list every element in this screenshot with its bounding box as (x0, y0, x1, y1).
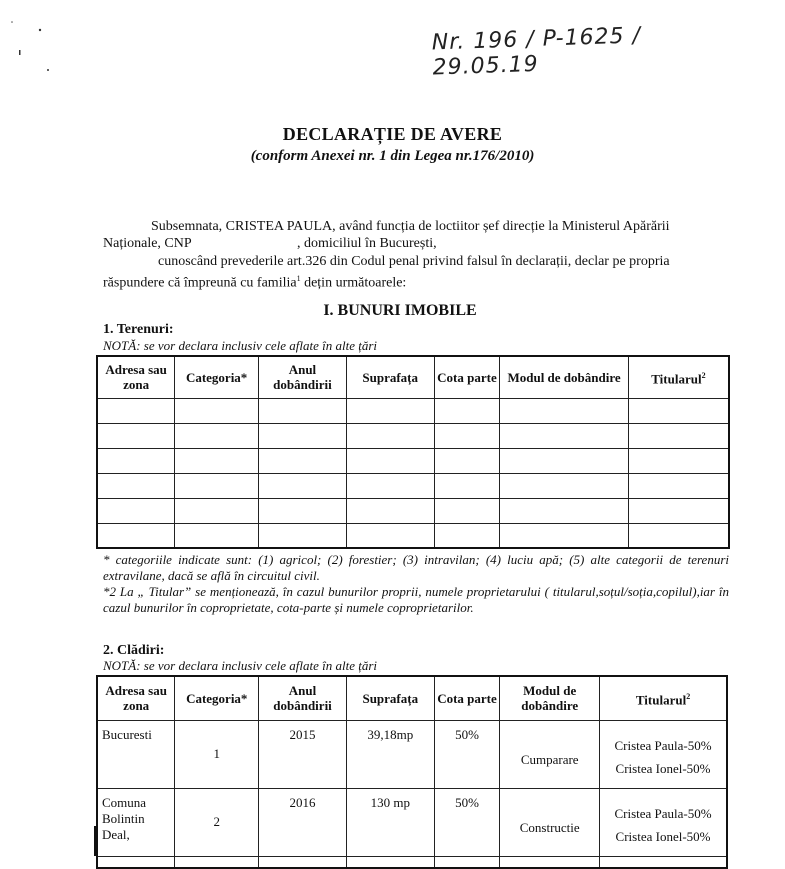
cladiri-header-row (97, 676, 727, 720)
empty-cell (346, 498, 434, 523)
cladiri-heading: 2. Clădiri: (103, 643, 165, 658)
empty-cell (500, 856, 600, 868)
table-row (97, 523, 729, 548)
section-title: I. BUNURI IMOBILE (323, 302, 477, 319)
empty-cell (259, 398, 347, 423)
empty-cell (259, 523, 347, 548)
col-header: Modul de dobândire (500, 676, 600, 720)
table-row (97, 720, 727, 788)
empty-cell (175, 398, 259, 423)
col-header: Categoria* (175, 356, 259, 398)
document-subtitle: (conform Anexei nr. 1 din Legea nr.176/2010) (250, 148, 535, 164)
col-header: Categoria* (175, 676, 259, 720)
cell-suprafata: 39,18mp (346, 720, 434, 788)
empty-cell (259, 856, 347, 868)
col-header: Anul dobândirii (259, 356, 347, 398)
empty-cell (346, 398, 434, 423)
scan-specks (10, 20, 50, 90)
empty-cell (346, 473, 434, 498)
table-row (97, 856, 727, 868)
empty-cell (500, 523, 628, 548)
col-header: Titularul$^2$ (600, 676, 727, 720)
table-row (97, 398, 729, 423)
empty-cell (175, 448, 259, 473)
empty-cell (97, 448, 175, 473)
intro-line-1: Subsemnata, CRISTEA PAULA, având funcția de loctiitor șef direcție la Ministerul Apărării (151, 219, 670, 234)
col-header: Cota parte (434, 676, 500, 720)
empty-cell (175, 423, 259, 448)
intro-line-3: cunoscând prevederile art.326 din Codul penal privind falsul în declarații, declar pe propria (158, 254, 670, 269)
cell-anul: 2015 (259, 720, 347, 788)
empty-cell (500, 448, 628, 473)
empty-cell (434, 473, 500, 498)
empty-cell (434, 423, 500, 448)
intro-line-2a: Naționale, CNP (103, 236, 192, 251)
cladiri-table (96, 675, 728, 869)
col-header: Adresa sau zona (97, 356, 175, 398)
empty-cell (434, 398, 500, 423)
cell-adresa: Bucuresti (97, 720, 175, 788)
empty-cell (434, 523, 500, 548)
empty-cell (97, 523, 175, 548)
empty-cell (259, 498, 347, 523)
table-row (97, 423, 729, 448)
cell-adresa: Comuna Bolintin Deal, (97, 788, 175, 856)
empty-cell (500, 498, 628, 523)
footnote-categorii: * categoriile indicate sunt: (1) agricol; (2) forestier; (3) intravilan; (4) luciu apă; (5) alte categorii de terenuri extravilane, dacă se află în circuitul civil. (103, 552, 729, 583)
cladiri-note: NOTĂ: se vor declara inclusiv cele aflate în alte țări (103, 658, 378, 673)
cell-anul: 2016 (259, 788, 347, 856)
empty-cell (175, 523, 259, 548)
empty-cell (434, 498, 500, 523)
table-row (97, 473, 729, 498)
empty-cell (346, 856, 434, 868)
empty-cell (500, 423, 628, 448)
empty-cell (628, 473, 729, 498)
empty-cell (600, 856, 727, 868)
empty-cell (346, 423, 434, 448)
empty-cell (434, 448, 500, 473)
empty-cell (628, 398, 729, 423)
empty-cell (175, 498, 259, 523)
empty-cell (434, 856, 500, 868)
empty-cell (346, 523, 434, 548)
terenuri-heading: 1. Terenuri: (103, 322, 174, 337)
cell-modul: Constructie (500, 788, 600, 856)
table-row (97, 788, 727, 856)
empty-cell (175, 473, 259, 498)
table-row (97, 498, 729, 523)
footnote-titular: *2 La „ Titular” se menționează, în cazul bunurilor proprii, numele proprietarului ( titularul,soțul/soția,copilul),iar în cazul bunurilor în coproprietate, cota-parte și numele coproprietarilor. (103, 584, 729, 615)
terenuri-note: NOTĂ: se vor declara inclusiv cele aflate în alte țări (103, 338, 378, 353)
empty-cell (628, 523, 729, 548)
terenuri-table (96, 355, 730, 549)
col-header: Adresa sau zona (97, 676, 175, 720)
empty-cell (500, 398, 628, 423)
empty-cell (259, 473, 347, 498)
empty-cell (259, 448, 347, 473)
document-title: DECLARAȚIE DE AVERE (282, 124, 503, 144)
empty-cell (500, 473, 628, 498)
col-header: Anul dobândirii (259, 676, 347, 720)
intro-line-2b: , domiciliul în București, (297, 236, 437, 251)
empty-cell (175, 856, 259, 868)
col-header: Cota parte (434, 356, 500, 398)
cell-cota: 50% (434, 788, 500, 856)
empty-cell (97, 856, 175, 868)
empty-cell (97, 498, 175, 523)
empty-cell (628, 498, 729, 523)
col-header: Titularul$^2$ (628, 356, 729, 398)
col-header: Suprafața (346, 356, 434, 398)
cell-suprafata: 130 mp (346, 788, 434, 856)
col-header: Modul de dobândire (500, 356, 628, 398)
cell-cota: 50% (434, 720, 500, 788)
empty-cell (97, 398, 175, 423)
handwritten-registration-number: Nr. 196 / P-1625 / 29.05.19 (431, 23, 642, 81)
empty-cell (259, 423, 347, 448)
col-header: Suprafața (346, 676, 434, 720)
empty-cell (97, 473, 175, 498)
cell-categoria: 2 (175, 788, 259, 856)
empty-cell (97, 423, 175, 448)
cell-modul: Cumparare (500, 720, 600, 788)
empty-cell (628, 423, 729, 448)
scan-edge-mark (94, 826, 97, 856)
cell-titular: Cristea Paula-50% Cristea Ionel-50% (600, 720, 727, 788)
intro-line-4: răspundere că împreună cu familia$^1$ dețin următoarele: (103, 274, 407, 291)
cell-categoria: 1 (175, 720, 259, 788)
cell-titular: Cristea Paula-50% Cristea Ionel-50% (600, 788, 727, 856)
empty-cell (628, 448, 729, 473)
table-row (97, 448, 729, 473)
empty-cell (346, 448, 434, 473)
terenuri-header-row (97, 356, 729, 398)
